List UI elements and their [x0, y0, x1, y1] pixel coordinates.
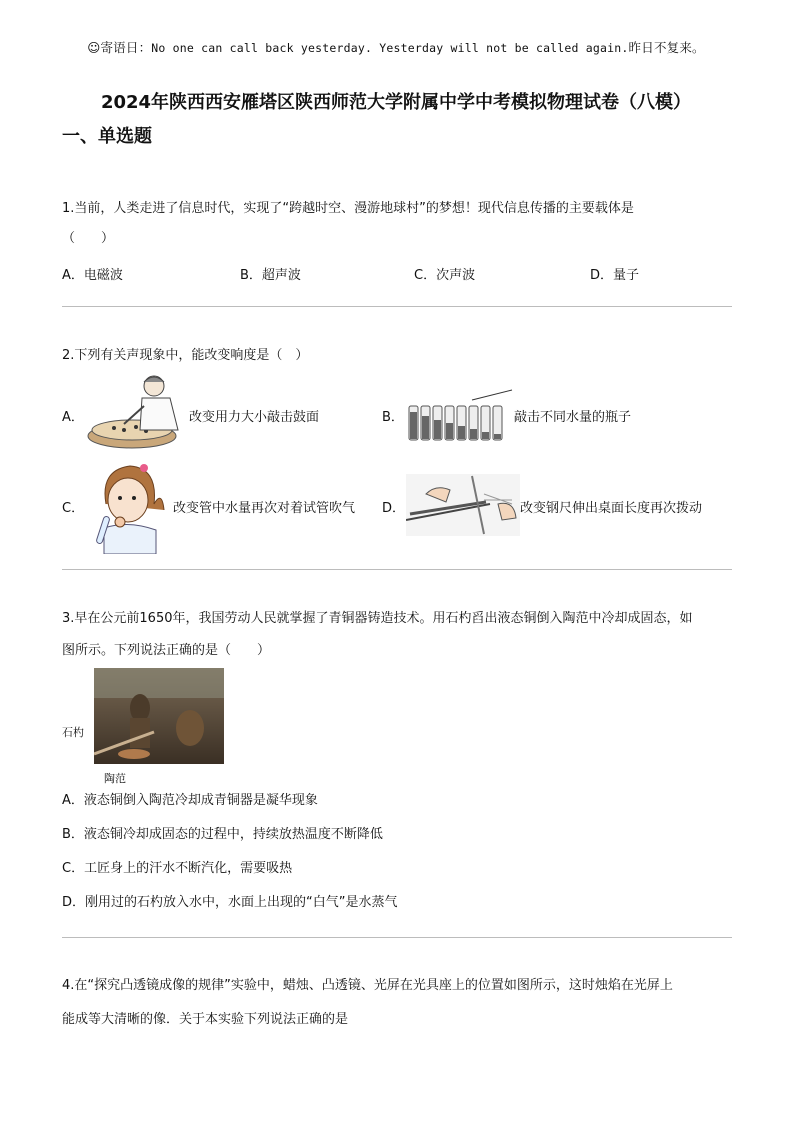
q2-option-c-letter[interactable]: C． — [62, 501, 85, 516]
motto-chinese: 昨日不复来。 — [628, 40, 705, 55]
q2-option-a-letter[interactable]: A． — [62, 410, 84, 425]
question-3-stem-line1: 3.早在公元前1650年，我国劳动人民就掌握了青铜器铸造技术。用石杓舀出液态铜倒入陶范中冷却成固态，如 — [62, 611, 693, 626]
section-heading: 一、单选题 — [62, 126, 152, 147]
page-title: 2024年陕西西安雁塔区陕西师范大学附属中学中考模拟物理试卷（八模） — [100, 92, 692, 113]
bronze-casting-photo — [94, 668, 224, 764]
bottles-figure — [406, 388, 514, 444]
q1-option-d[interactable]: D．量子 — [590, 268, 640, 283]
q2-option-b-text: 敲击不同水量的瓶子 — [514, 410, 632, 425]
q1-option-b[interactable]: B．超声波 — [240, 268, 301, 283]
q2-option-d-letter[interactable]: D． — [382, 501, 406, 516]
question-3-stem-line2: 图所示。下列说法正确的是（ ） — [62, 643, 271, 658]
label-tao-fan: 陶范 — [104, 772, 126, 785]
motto-line — [0, 38, 792, 56]
question-2-stem: 2.下列有关声现象中，能改变响度是（ ） — [62, 348, 309, 363]
girl-blowing-tube-figure — [92, 460, 168, 554]
q1-option-c[interactable]: C．次声波 — [414, 268, 476, 283]
q2-option-b-letter[interactable]: B． — [382, 410, 404, 425]
motto-prefix: ☺寄语日： — [87, 40, 152, 55]
q1-option-a[interactable]: A．电磁波 — [62, 268, 123, 283]
motto-english: No one can call back yesterday. Yesterday will not be called again. — [151, 41, 629, 55]
q2-option-c-text: 改变管中水量再次对着试管吹气 — [173, 501, 356, 516]
q3-option-b[interactable]: B．液态铜冷却成固态的过程中，持续放热温度不断降低 — [62, 827, 383, 842]
q3-option-a[interactable]: A．液态铜倒入陶范冷却成青铜器是凝华现象 — [62, 793, 318, 808]
divider — [62, 569, 732, 570]
question-1-stem: 1.当前，人类走进了信息时代，实现了“跨越时空、漫游地球村”的梦想！现代信息传播的主要载体是 — [62, 201, 634, 216]
divider — [62, 937, 732, 938]
question-4-stem-line1: 4.在“探究凸透镜成像的规律”实验中，蜡烛、凸透镜、光屏在光具座上的位置如图所示，这时烛焰在光屏上 — [62, 978, 673, 993]
label-shi-shao: 石杓 — [62, 726, 84, 739]
question-4-stem-line2: 能成等大清晰的像．关于本实验下列说法正确的是 — [62, 1012, 349, 1027]
question-1-blank: （ ） — [62, 231, 115, 246]
q2-option-d-text: 改变钢尺伸出桌面长度再次拨动 — [520, 501, 703, 516]
q3-option-c[interactable]: C．工匠身上的汗水不断汽化，需要吸热 — [62, 861, 293, 876]
divider — [62, 306, 732, 307]
q3-option-d[interactable]: D．刚用过的石杓放入水中，水面上出现的“白气”是水蒸气 — [62, 895, 398, 910]
q2-option-a-text: 改变用力大小敲击鼓面 — [189, 410, 320, 425]
drum-player-figure — [84, 372, 190, 458]
steel-ruler-figure — [406, 474, 520, 536]
